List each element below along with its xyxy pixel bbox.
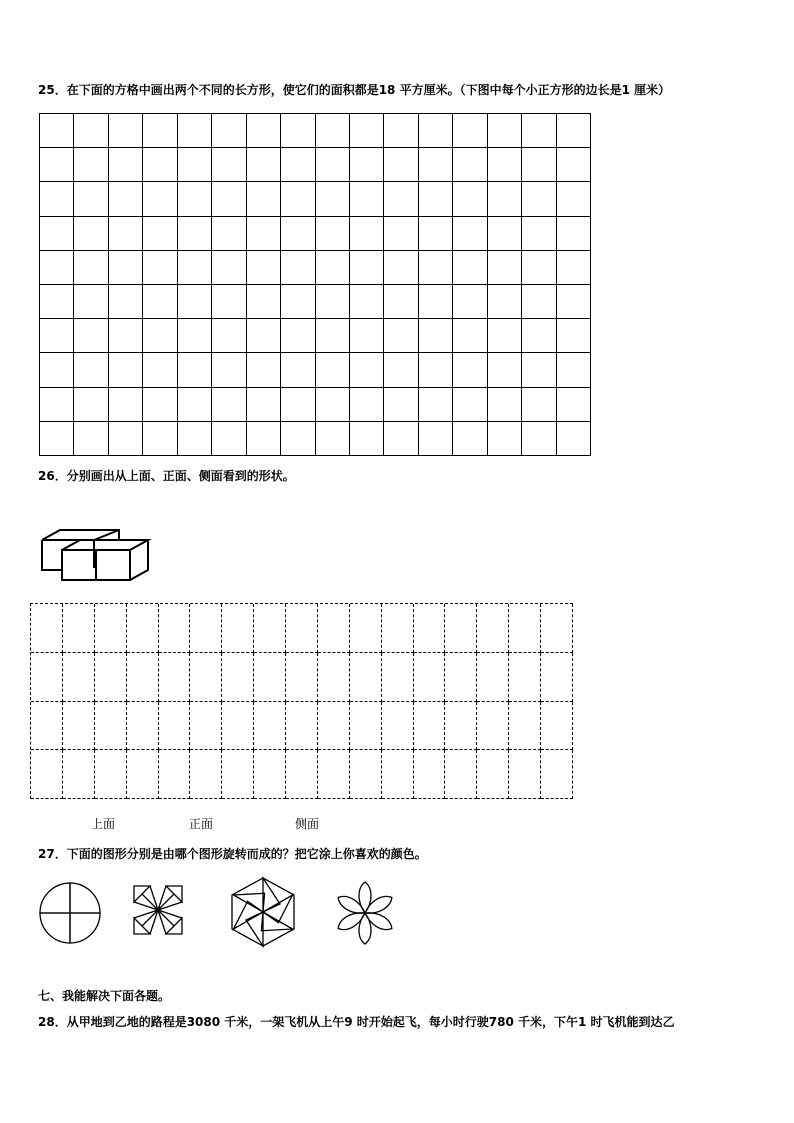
grid-cell[interactable] [557,388,591,422]
grid-cell[interactable] [74,251,108,285]
grid-cell[interactable] [143,319,177,353]
grid-cell[interactable] [247,285,281,319]
grid-cell[interactable] [453,422,487,456]
grid-cell[interactable] [557,285,591,319]
label-top-view: 上面 [91,817,116,831]
grid-cell[interactable] [143,217,177,251]
grid-cell[interactable] [488,353,522,387]
grid-cell[interactable] [212,319,246,353]
grid-cell[interactable] [281,353,315,387]
grid-cell[interactable] [557,422,591,456]
grid-cell[interactable] [384,319,418,353]
grid-cell[interactable] [109,422,143,456]
grid-cell[interactable] [40,182,74,216]
section-7-heading: 七、我能解决下面各题。 [38,989,171,1003]
grid-cell[interactable] [222,702,254,751]
grid-cell[interactable] [74,422,108,456]
grid-cell[interactable] [384,422,418,456]
grid-cell[interactable] [316,182,350,216]
grid-cell[interactable] [445,750,477,799]
grid-cell[interactable] [247,182,281,216]
grid-cell[interactable] [281,285,315,319]
grid-cell[interactable] [40,217,74,251]
grid-cell[interactable] [281,217,315,251]
grid-cell[interactable] [453,319,487,353]
grid-cell[interactable] [143,388,177,422]
grid-cell[interactable] [382,702,414,751]
grid-cell[interactable] [488,422,522,456]
grid-cell[interactable] [281,114,315,148]
grid-cell[interactable] [31,702,63,751]
grid-cell[interactable] [74,148,108,182]
grid-cell[interactable] [318,750,350,799]
grid-cell[interactable] [419,182,453,216]
grid-cell[interactable] [212,285,246,319]
grid-cell[interactable] [281,251,315,285]
grid-cell[interactable] [254,702,286,751]
grid-cell[interactable] [127,604,159,653]
grid-cell[interactable] [247,251,281,285]
grid-cell[interactable] [557,319,591,353]
grid-cell[interactable] [445,702,477,751]
grid-cell[interactable] [316,353,350,387]
label-side-view: 侧面 [295,817,320,831]
grid-cell[interactable] [281,422,315,456]
grid-cell[interactable] [477,604,509,653]
grid-cell[interactable] [316,388,350,422]
grid-cell[interactable] [63,653,95,702]
grid-cell[interactable] [286,750,318,799]
grid-cell[interactable] [178,388,212,422]
grid-cell[interactable] [509,750,541,799]
grid-cell[interactable] [212,182,246,216]
grid-cell[interactable] [453,114,487,148]
grid-cell[interactable] [143,114,177,148]
grid-cell[interactable] [557,114,591,148]
grid-cell[interactable] [350,251,384,285]
cube-stack-figure [38,528,148,588]
grid-cell[interactable] [445,604,477,653]
grid-cell[interactable] [159,604,191,653]
grid-cell[interactable] [95,702,127,751]
grid-cell[interactable] [522,319,556,353]
grid-cell[interactable] [286,653,318,702]
square-grid-16x10[interactable] [39,113,591,456]
grid-cell[interactable] [40,251,74,285]
grid-cell[interactable] [254,750,286,799]
grid-cell[interactable] [522,251,556,285]
grid-cell[interactable] [453,251,487,285]
grid-cell[interactable] [212,422,246,456]
grid-cell[interactable] [143,353,177,387]
grid-cell[interactable] [384,114,418,148]
grid-cell[interactable] [382,653,414,702]
grid-cell[interactable] [74,285,108,319]
grid-cell[interactable] [109,319,143,353]
grid-cell[interactable] [382,604,414,653]
grid-cell[interactable] [350,182,384,216]
grid-cell[interactable] [350,653,382,702]
grid-cell[interactable] [316,251,350,285]
grid-cell[interactable] [445,653,477,702]
grid-cell[interactable] [74,388,108,422]
hexagon-swirl-figure[interactable] [228,876,298,948]
grid-cell[interactable] [109,182,143,216]
grid-cell[interactable] [178,182,212,216]
grid-cell[interactable] [63,604,95,653]
grid-cell[interactable] [109,251,143,285]
grid-cell[interactable] [109,114,143,148]
grid-cell[interactable] [254,653,286,702]
question-26-text: 26．分别画出从上面、正面、侧面看到的形状。 [38,469,295,483]
grid-cell[interactable] [74,319,108,353]
grid-cell[interactable] [74,353,108,387]
grid-cell[interactable] [488,182,522,216]
grid-cell[interactable] [178,319,212,353]
grid-cell[interactable] [477,653,509,702]
grid-cell[interactable] [63,702,95,751]
question-27-text: 27．下面的图形分别是由哪个图形旋转而成的？把它涂上你喜欢的颜色。 [38,847,427,861]
grid-cell[interactable] [247,319,281,353]
grid-cell[interactable] [95,653,127,702]
grid-cell[interactable] [40,388,74,422]
question-28-text: 28．从甲地到乙地的路程是3080 千米，一架飞机从上午9 时开始起飞，每小时行驶780 千米，下午1 时飞机能到达乙 [38,1015,675,1029]
grid-cell[interactable] [488,319,522,353]
grid-cell[interactable] [522,217,556,251]
grid-cell[interactable] [143,148,177,182]
grid-cell[interactable] [127,702,159,751]
grid-cell[interactable] [178,353,212,387]
grid-cell[interactable] [190,750,222,799]
grid-cell[interactable] [419,353,453,387]
grid-cell[interactable] [453,217,487,251]
grid-cell[interactable] [212,251,246,285]
grid-cell[interactable] [127,653,159,702]
grid-cell[interactable] [384,182,418,216]
grid-cell[interactable] [318,702,350,751]
grid-cell[interactable] [488,114,522,148]
grid-cell[interactable] [159,750,191,799]
grid-cell[interactable] [247,114,281,148]
grid-cell[interactable] [419,319,453,353]
grid-cell[interactable] [159,702,191,751]
label-front-view: 正面 [189,817,214,831]
grid-cell[interactable] [557,148,591,182]
question-25-text: 25．在下面的方格中画出两个不同的长方形，使它们的面积都是18 平方厘米。（下图中每个小正方形的边长是1 厘米） [38,83,671,97]
grid-cell[interactable] [178,422,212,456]
grid-cell[interactable] [212,353,246,387]
grid-cell[interactable] [109,353,143,387]
grid-cell[interactable] [350,750,382,799]
grid-cell[interactable] [281,182,315,216]
grid-cell[interactable] [247,353,281,387]
grid-cell[interactable] [453,182,487,216]
grid-cell[interactable] [316,422,350,456]
grid-cell[interactable] [419,251,453,285]
grid-cell[interactable] [350,353,384,387]
grid-cell[interactable] [414,750,446,799]
dashed-grid-17x4[interactable] [30,603,573,799]
grid-cell[interactable] [286,604,318,653]
grid-cell[interactable] [222,604,254,653]
grid-cell[interactable] [212,388,246,422]
grid-cell[interactable] [522,353,556,387]
grid-cell[interactable] [316,114,350,148]
grid-cell[interactable] [143,285,177,319]
grid-cell[interactable] [109,388,143,422]
grid-cell[interactable] [222,653,254,702]
grid-cell[interactable] [453,353,487,387]
grid-cell[interactable] [541,653,573,702]
grid-cell[interactable] [40,353,74,387]
grid-cell[interactable] [509,653,541,702]
grid-cell[interactable] [190,653,222,702]
flower-figure[interactable] [332,880,398,946]
grid-cell[interactable] [74,182,108,216]
grid-cell[interactable] [453,285,487,319]
grid-cell[interactable] [212,217,246,251]
grid-cell[interactable] [63,750,95,799]
grid-cell[interactable] [419,422,453,456]
grid-cell[interactable] [31,653,63,702]
grid-cell[interactable] [541,604,573,653]
grid-cell[interactable] [384,148,418,182]
grid-cell[interactable] [254,604,286,653]
grid-cell[interactable] [143,182,177,216]
grid-cell[interactable] [382,750,414,799]
grid-cell[interactable] [109,285,143,319]
grid-cell[interactable] [350,388,384,422]
grid-cell[interactable] [488,285,522,319]
grid-cell[interactable] [350,319,384,353]
grid-cell[interactable] [350,285,384,319]
grid-cell[interactable] [316,319,350,353]
grid-cell[interactable] [318,604,350,653]
grid-cell[interactable] [419,285,453,319]
grid-cell[interactable] [384,353,418,387]
pinwheel-figure[interactable] [35,878,105,948]
grid-cell[interactable] [419,388,453,422]
grid-cell[interactable] [109,217,143,251]
grid-cell[interactable] [557,251,591,285]
grid-cell[interactable] [316,148,350,182]
grid-cell[interactable] [477,750,509,799]
grid-cell[interactable] [557,353,591,387]
grid-cell[interactable] [414,653,446,702]
grid-cell[interactable] [350,422,384,456]
grid-cell[interactable] [74,217,108,251]
grid-cell[interactable] [419,114,453,148]
grid-cell[interactable] [509,604,541,653]
grid-cell[interactable] [477,702,509,751]
grid-cell[interactable] [31,604,63,653]
grid-cell[interactable] [40,114,74,148]
grid-cell[interactable] [247,422,281,456]
grid-cell[interactable] [522,422,556,456]
cross-figure[interactable] [128,880,188,940]
grid-cell[interactable] [350,217,384,251]
grid-cell[interactable] [247,388,281,422]
grid-cell[interactable] [488,148,522,182]
grid-cell[interactable] [178,114,212,148]
grid-cell[interactable] [384,388,418,422]
grid-cell[interactable] [488,388,522,422]
grid-cell[interactable] [281,388,315,422]
grid-cell[interactable] [127,750,159,799]
grid-cell[interactable] [414,604,446,653]
grid-cell[interactable] [453,148,487,182]
grid-cell[interactable] [453,388,487,422]
grid-cell[interactable] [316,217,350,251]
grid-cell[interactable] [190,604,222,653]
grid-cell[interactable] [40,422,74,456]
grid-cell[interactable] [31,750,63,799]
grid-cell[interactable] [557,217,591,251]
grid-cell[interactable] [178,148,212,182]
grid-cell[interactable] [384,251,418,285]
grid-cell[interactable] [247,217,281,251]
grid-cell[interactable] [222,750,254,799]
grid-cell[interactable] [281,319,315,353]
grid-cell[interactable] [143,422,177,456]
grid-cell[interactable] [247,148,281,182]
grid-cell[interactable] [350,148,384,182]
grid-cell[interactable] [95,604,127,653]
grid-cell[interactable] [350,114,384,148]
grid-cell[interactable] [350,604,382,653]
grid-cell[interactable] [212,148,246,182]
grid-cell[interactable] [384,217,418,251]
grid-cell[interactable] [159,653,191,702]
grid-cell[interactable] [522,388,556,422]
grid-cell[interactable] [522,285,556,319]
grid-cell[interactable] [522,114,556,148]
grid-cell[interactable] [40,319,74,353]
grid-cell[interactable] [286,702,318,751]
grid-cell[interactable] [509,702,541,751]
grid-cell[interactable] [419,217,453,251]
grid-cell[interactable] [557,182,591,216]
grid-cell[interactable] [541,750,573,799]
grid-cell[interactable] [95,750,127,799]
grid-cell[interactable] [419,148,453,182]
grid-cell[interactable] [40,285,74,319]
grid-cell[interactable] [178,217,212,251]
grid-cell[interactable] [281,148,315,182]
grid-cell[interactable] [178,285,212,319]
grid-cell[interactable] [522,148,556,182]
grid-cell[interactable] [488,251,522,285]
grid-cell[interactable] [40,148,74,182]
grid-cell[interactable] [318,653,350,702]
grid-cell[interactable] [143,251,177,285]
grid-cell[interactable] [488,217,522,251]
grid-cell[interactable] [541,702,573,751]
grid-cell[interactable] [522,182,556,216]
grid-cell[interactable] [384,285,418,319]
grid-cell[interactable] [316,285,350,319]
grid-cell[interactable] [178,251,212,285]
grid-cell[interactable] [414,702,446,751]
grid-cell[interactable] [212,114,246,148]
grid-cell[interactable] [190,702,222,751]
grid-cell[interactable] [350,702,382,751]
grid-cell[interactable] [74,114,108,148]
grid-cell[interactable] [109,148,143,182]
